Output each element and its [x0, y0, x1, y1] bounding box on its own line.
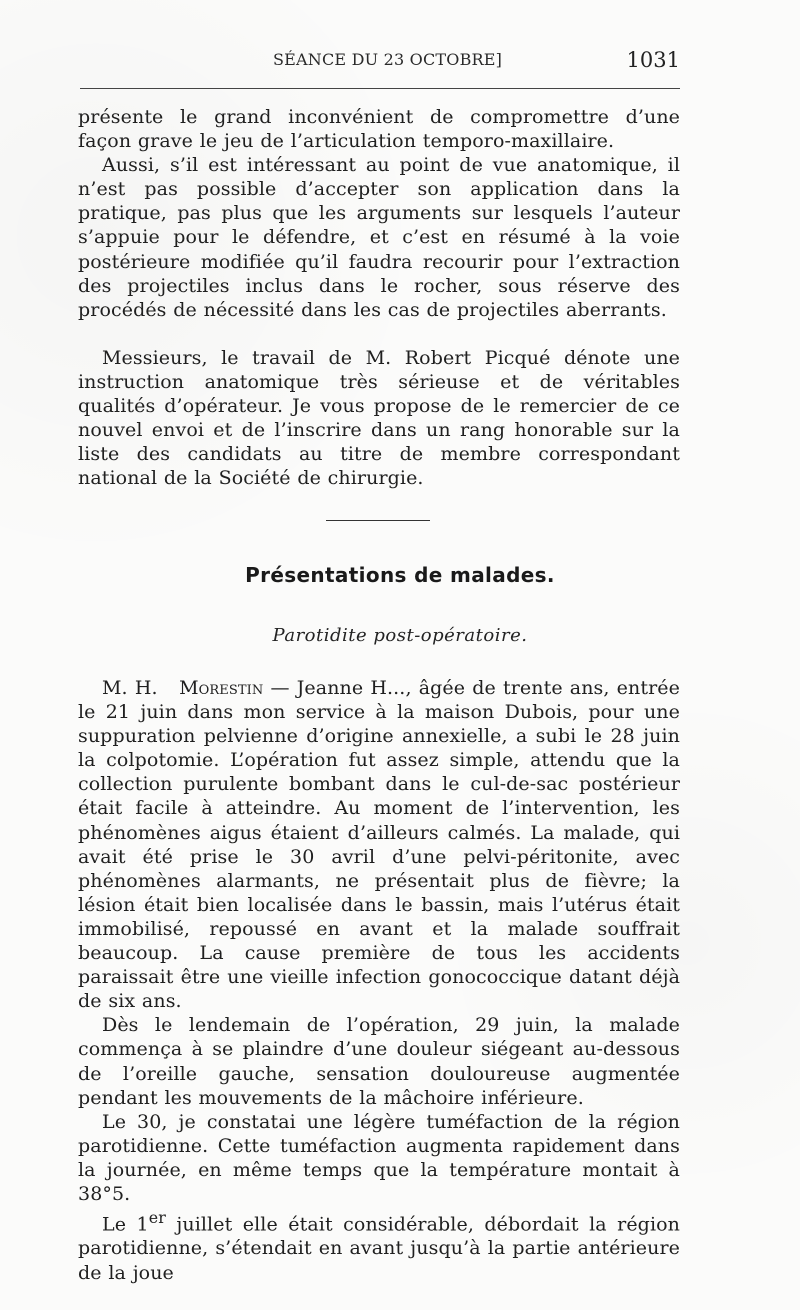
- author-name: Morestin: [179, 677, 264, 699]
- date-prefix: Le: [102, 1213, 137, 1236]
- header-rule: [80, 88, 680, 89]
- paragraph-3: Messieurs, le travail de M. Robert Picqué dénote une instruction anatomique très sérieuse et de véritables qualités d’opérateur. Je vous propose de le remercier de ce nouvel envoi et de l’inscrire dans un rang honorable sur la liste des candidats au titre de membre correspondant national de la Société de chirurgie.: [78, 346, 680, 490]
- case-report-block: [78, 676, 680, 1285]
- author-prefix: M. H.: [102, 677, 158, 699]
- author-space: [165, 677, 172, 699]
- case-paragraph-4: [78, 1206, 680, 1285]
- date-number: 1: [136, 1213, 149, 1236]
- section-divider: [326, 520, 430, 521]
- paragraph-2: Aussi, s’il est intéressant au point de vue anatomique, il n’est pas possible d’accepter son application dans la pratique, pas plus que les arguments sur lesquels l’auteur s’appuie pour le défendre, et c’est en résumé à la voie postérieure modifiée qu’il faudra recourir pour l’extraction des projectiles inclus dans le rocher, sous réserve des procédés de nécessité dans les cas de projectiles aberrants.: [78, 154, 680, 321]
- date-superscript: er: [148, 1208, 166, 1228]
- top-text-block: [78, 105, 680, 490]
- case-paragraph-4-text: juillet elle était considérable, débordait la région parotidienne, s’étendait en avant jusqu’à la partie antérieure de la joue: [78, 1213, 681, 1284]
- section-title: Présentations de malades.: [245, 563, 555, 587]
- case-paragraph-1: [78, 676, 680, 1013]
- paragraph-1: présente le grand inconvénient de compromettre d’une façon grave le jeu de l’articulation temporo-maxillaire.: [78, 106, 680, 153]
- running-head: SÉANCE DU 23 OCTOBRE]: [273, 50, 503, 69]
- page-number: 1031: [626, 48, 680, 72]
- case-paragraph-3: Le 30, je constatai une légère tuméfaction de la région parotidienne. Cette tuméfaction augmenta rapidement dans la journée, en même temps que la température montait à 38°5.: [78, 1110, 680, 1205]
- case-intro-text: — Jeanne H..., âgée de trente ans, entrée le 21 juin dans mon service à la maison Dubois, pour une suppuration pelvienne d’origine annexielle, a subi le 28 juin la colpotomie. L’opération fut assez simple, attendu que la collection purulente bombant dans le cul-de-sac postérieur était facile à atteindre. Au moment de l’intervention, les phénomènes aigus étaient d’ailleurs calmés. La malade, qui avait été prise le 30 avril d’une pelvi-péritonite, avec phénomènes alarmants, ne présentait plus de fièvre; la lésion était bien localisée dans le bassin, mais l’utérus était immobilisé, repoussé en avant et la malade souffrait beaucoup. La cause première de tous les accidents paraissait être une vieille infection gonococcique datant déjà de six ans.: [78, 677, 680, 1013]
- page-header: [80, 44, 680, 80]
- case-title: Parotidite post-opératoire.: [272, 625, 528, 646]
- case-paragraph-2: Dès le lendemain de l’opération, 29 juin, la malade commença à se plaindre d’une douleur siégeant au-dessous de l’oreille gauche, sensation douloureuse augmentée pendant les mouvements de la mâchoire inférieure.: [78, 1014, 680, 1109]
